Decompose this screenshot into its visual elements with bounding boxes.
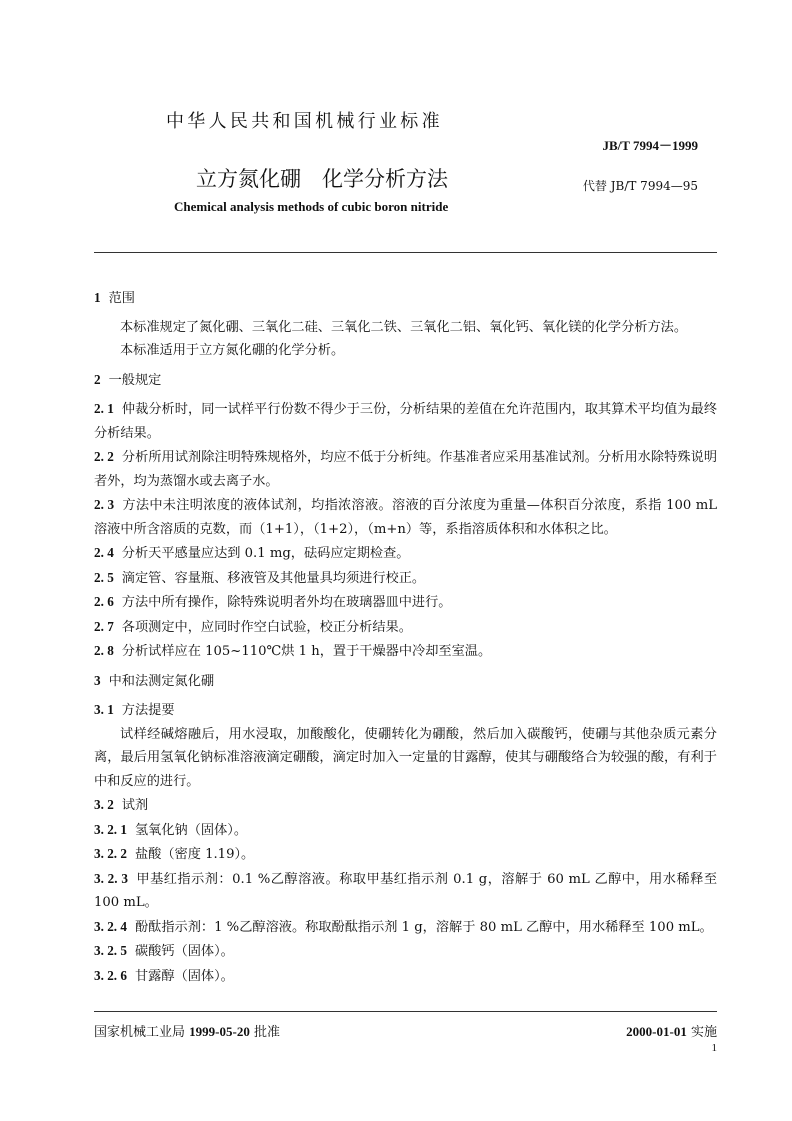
section-2-heading: 2 一般规定 <box>94 371 162 388</box>
section-3-heading: 3 中和法测定氮化硼 <box>94 672 215 689</box>
page-number: 1 <box>711 1042 717 1054</box>
section-1-heading: 1 范围 <box>94 290 135 306</box>
clause-3-2-1: 3. 2. 1 氢氧化钠（固体）。 <box>94 821 248 838</box>
clause-2-2: 2. 2 分析所用试剂除注明特殊规格外，均应不低于分析纯。作基准者应采用基准试剂。分析用水除特殊说明者外，均为蒸馏水或去离子水。 <box>94 449 718 489</box>
clause-3-2-5: 3. 2. 5 碳酸钙（固体）。 <box>94 943 234 959</box>
clause-3-2-6: 3. 2. 6 甘露醇（固体）。 <box>94 967 234 984</box>
clause-2-3: 2. 3 方法中未注明浓度的液体试剂，均指浓溶液。溶液的百分浓度为重量—体积百分浓度，系指 100 mL 溶液中所含溶质的克数，而（1+1），（1+2），（m+n）等，系指溶质体积和水体积之比。 <box>94 497 717 537</box>
clause-2-5: 2. 5 滴定管、容量瓶、移液管及其他量具均须进行校正。 <box>94 569 426 586</box>
clause-2-8: 2. 8 分析试样应在 105~110℃烘 1 h，置于干燥器中冷却至室温。 <box>94 643 492 659</box>
effective-label: 实施 <box>690 1025 717 1040</box>
section-1-paragraph: 本标准适用于立方氮化硼的化学分析。 <box>120 343 345 358</box>
clause-3-1-heading: 3. 1 方法提要 <box>94 702 175 718</box>
clause-2-6: 2. 6 方法中所有操作，除特殊说明者外均在玻璃器皿中进行。 <box>94 594 452 610</box>
clause-3-1-paragraph: 试样经碱熔融后，用水浸取，加酸酸化，使硼转化为硼酸，然后加入碳酸钙，使硼与其他杂质元素分离，最后用氢氧化钠标准溶液滴定硼酸，滴定时加入一定量的甘露醇，使其与硼酸络合为较强的酸，有利于中和反应的进行。 <box>94 726 717 789</box>
issuing-authority-title: 中华人民共和国机械行业标准 <box>166 111 443 132</box>
replaces-standard: 代替 JB/T 7994—95 <box>582 179 698 193</box>
clause-2-7: 2. 7 各项测定中，应同时作空白试验，校正分析结果。 <box>94 618 412 635</box>
clause-2-4: 2. 4 分析天平感量应达到 0.1 mg，砝码应定期检查。 <box>94 545 410 561</box>
approve-date: 1999-05-20 <box>189 1024 250 1039</box>
document-body <box>94 286 717 988</box>
header-divider <box>94 252 717 253</box>
document-title-chinese: 立方氮化硼 化学分析方法 <box>196 167 448 191</box>
approval-info <box>94 1021 280 1040</box>
clause-3-2-4: 3. 2. 4 酚酞指示剂：1 %乙醇溶液。称取酚酞指示剂 1 g，溶解于 80 mL 乙醇中，用水稀释至 100 mL。 <box>94 918 713 935</box>
effective-date: 2000-01-01 <box>626 1024 687 1039</box>
clause-3-2-3: 3. 2. 3 甲基红指示剂：0.1 %乙醇溶液。称取甲基红指示剂 0.1 g，溶解于 60 mL 乙醇中，用水稀释至 100 mL。 <box>94 870 718 910</box>
clause-3-2-2: 3. 2. 2 盐酸（密度 1.19）。 <box>94 846 255 862</box>
approve-label: 批准 <box>253 1025 280 1040</box>
document-title-english: Chemical analysis methods of cubic boron nitride <box>174 199 449 214</box>
effective-info <box>626 1021 717 1040</box>
issuer: 国家机械工业局 <box>94 1025 186 1040</box>
clause-2-1: 2. 1 仲裁分析时，同一试样平行份数不得少于三份，分析结果的差值在允许范围内，取其算术平均值为最终分析结果。 <box>94 401 718 441</box>
footer-divider <box>94 1011 717 1012</box>
clause-3-2-heading: 3. 2 试剂 <box>94 797 149 813</box>
section-1-paragraph: 本标准规定了氮化硼、三氧化二硅、三氧化二铁、三氧化二铝、氧化钙、氧化镁的化学分析方法。 <box>120 319 688 335</box>
standard-number: JB/T 7994－1999 <box>602 138 698 153</box>
